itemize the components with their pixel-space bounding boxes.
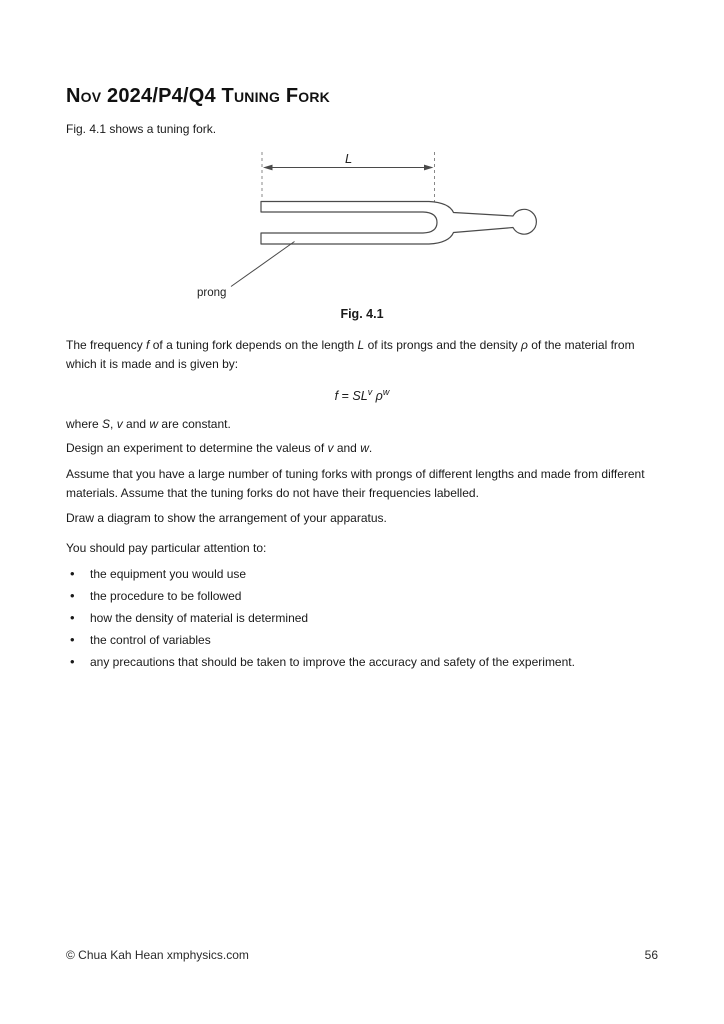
page-number: 56: [644, 948, 658, 962]
list-item-text: how the density of material is determined: [90, 611, 309, 626]
paragraph-assume: Assume that you have a large number of tuning forks with prongs of different lengths and made from different materials. Assume that the tuning forks do not have their frequencies labelled.: [66, 467, 645, 501]
left-arrowhead-icon: [263, 165, 273, 171]
tuning-fork-outline: [261, 202, 536, 245]
formula: $f = SL^v$ $\rho^w$: [334, 387, 390, 404]
right-arrowhead-icon: [424, 165, 434, 171]
bullet-icon: [70, 652, 75, 671]
list-item-text: the equipment you would use: [90, 567, 247, 582]
paragraph-draw: Draw a diagram to show the arrangement of your apparatus.: [66, 511, 387, 526]
list-item: [66, 653, 658, 672]
page-footer: [66, 948, 658, 962]
prong-label: prong: [197, 287, 227, 299]
paragraph-frequency: The frequency f of a tuning fork depends on the length L of its prongs and the density ρ of the material from which it is made and is given by:: [66, 338, 635, 371]
intro-text: Fig. 4.1 shows a tuning fork.: [66, 122, 217, 136]
length-label: L: [345, 151, 353, 166]
paragraph-attention: You should pay particular attention to:: [66, 541, 267, 556]
paragraph-where: where S, v and w are constant.: [66, 417, 231, 432]
bullet-icon: [70, 608, 75, 627]
list-item-text: any precautions that should be taken to improve the accuracy and safety of the experiment.: [90, 655, 575, 670]
list-item-text: the procedure to be followed: [90, 589, 242, 604]
list-item: [66, 587, 658, 606]
tuning-fork-figure: [66, 145, 658, 303]
prong-leader-line: [231, 242, 295, 287]
bullet-icon: [70, 586, 75, 605]
bullet-icon: [70, 630, 75, 649]
list-item-text: the control of variables: [90, 633, 211, 648]
list-item: [66, 631, 658, 650]
tuning-fork-diagram: [180, 145, 600, 303]
attention-list: [66, 565, 658, 672]
page-title: Nov 2024/P4/Q4 Tuning Fork: [66, 85, 330, 107]
copyright-text: © Chua Kah Hean xmphysics.com: [66, 948, 249, 962]
paragraph-design: Design an experiment to determine the valeus of v and w.: [66, 441, 373, 456]
bullet-icon: [70, 564, 75, 583]
figure-caption: Fig. 4.1: [340, 307, 384, 321]
list-item: [66, 609, 658, 628]
list-item: [66, 565, 658, 584]
